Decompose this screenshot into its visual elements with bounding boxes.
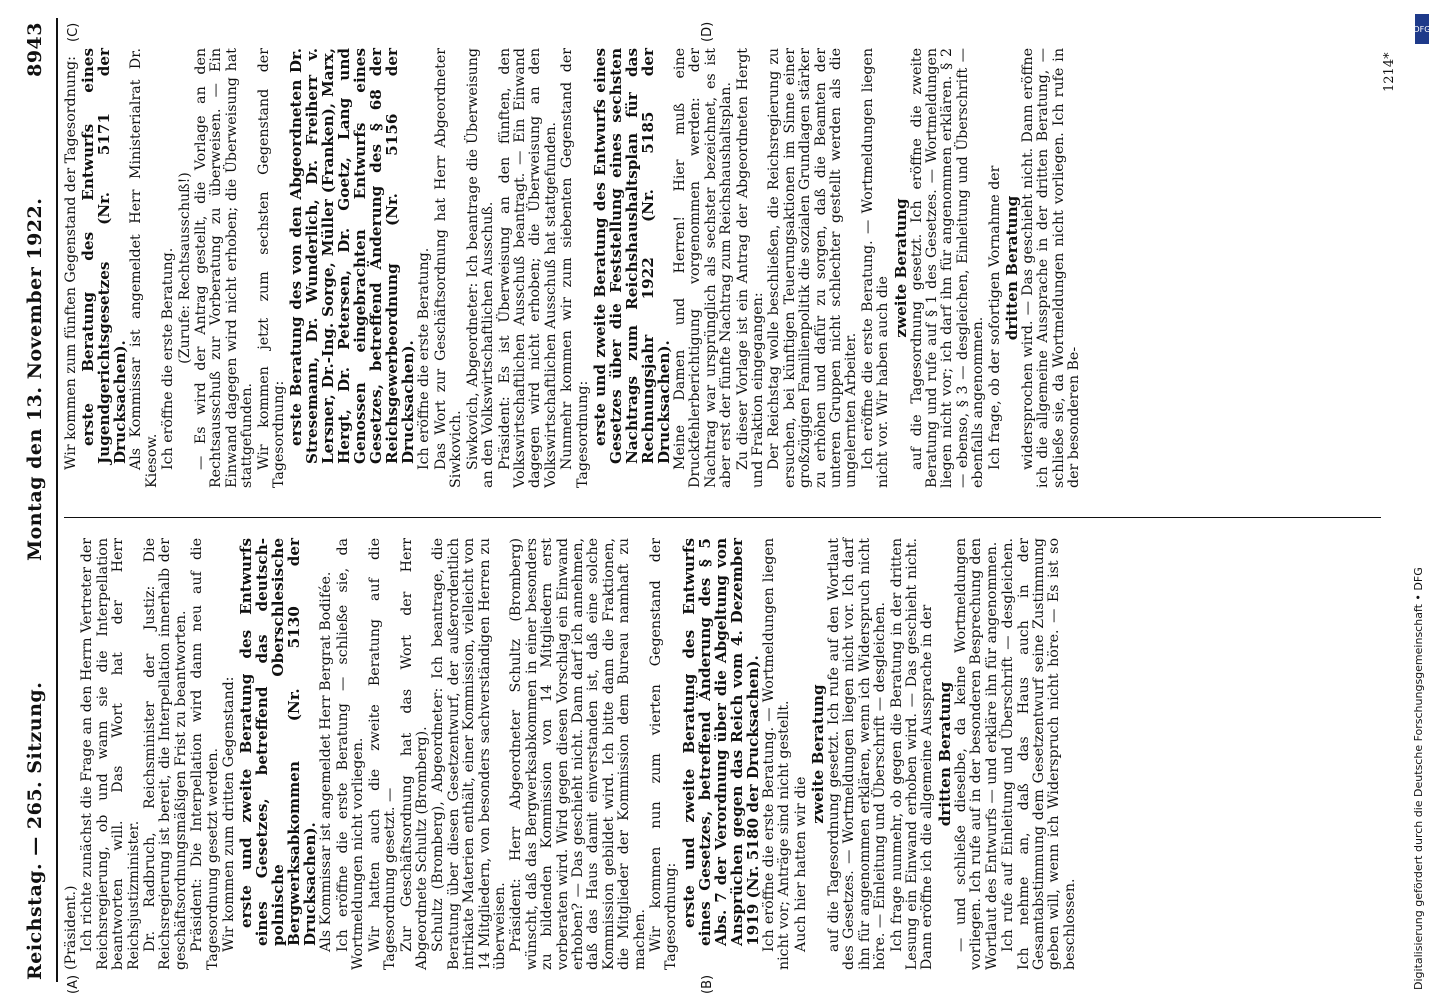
paragraph: — Es wird der Antrag gestellt, die Vorlage an den Rechtsausschuß zur Vorberatung zu überweisen. — Ein Einwand dagegen wird nicht erhoben; die Überweisung hat stattgefunden. xyxy=(193,48,256,488)
right-column xyxy=(64,48,1370,488)
paragraph: erste Beratung des Entwurfs eines Jugendgerichtsgesetzes (Nr. 5171 der Drucksachen). xyxy=(79,48,130,464)
footer-mark: 1214* xyxy=(1382,52,1397,92)
paragraph: Zur Geschäftsordnung hat das Wort der Herr Abgeordnete Schultz (Bromberg). xyxy=(398,538,430,970)
paragraph: Ich richte zunächst die Frage an den Herrn Vertreter der Reichsregierung, ob und wann sie die Interpellation beantworten will. Das Wort hat der Herr Reichsjustizminister. xyxy=(79,538,142,970)
paragraph: (Präsident.) xyxy=(63,885,79,970)
margin-mark-d: (D) xyxy=(700,21,715,42)
paragraph: Präsident: Es ist Überweisung an den fünften, den Volkswirtschaftlichen Ausschuß beantragt. — Ein Einwand dagegen wird nicht erhoben; die Überweisung an den Volkswirtschaftlichen Ausschuß hat stattgefunden. xyxy=(496,48,559,488)
page-header xyxy=(18,22,52,980)
margin-mark-b: (B) xyxy=(700,974,715,994)
paragraph: Ich rufe auf Einleitung und Überschrift — desgleichen. Ich nehme an, daß das Haus auch in der Gesamtabstimmung dem Gesetzentwurf seine Zustimmung geben will, wenn ich Widerspruch nicht höre. — Es ist so beschlossen. xyxy=(1000,538,1078,970)
paragraph: Ich eröffne die erste Beratung. xyxy=(160,247,177,470)
paragraph: Der Reichstag wolle beschließen, die Reichsregierung zu ersuchen, bei künftigen Teuerungsaktionen im Sinne einer großzügigen Familienpolitik die sozialen Grundlagen stärker zu erhöhen und dafür zu sorgen, daß die Beamten der unteren Gruppen nicht schlechter gestellt werden als die ungelernten Arbeiter. xyxy=(766,48,860,488)
dfg-logo-icon: DFG xyxy=(1415,14,1429,44)
paragraph: Ich frage, ob der sofortigen Vornahme der xyxy=(986,165,1003,470)
paragraph: erste Beratung des von den Abgeordneten Dr. Stresemann, Dr. Wunderlich, Dr. Freiherr v. Lersner, Dr.-Ing. Sorge, Müller (Franken), Marx, Hergt, Dr. Petersen, Dr. Goetz, Lang und Genossen eingebrachten Entwurfs eines Gesetzes, betreffend Änderung des § 68 der Reichsgewerbeordnung (Nr. 5156 der Drucksachen). xyxy=(287,48,418,464)
paragraph: erste und zweite Beratung des Entwurfs eines Gesetzes, betreffend Änderung des § 5 Abs. 7 der Verordnung über die Abgeltung von Ansprüchen gegen das Reich vom 4. Dezember 1919 (Nr. 5180 der Drucksachen). xyxy=(679,538,762,946)
credit-text-wrap xyxy=(1412,50,1432,990)
paragraph: Wir kommen zum dritten Gegenstand: xyxy=(221,676,238,952)
paragraph: zweite Beratung xyxy=(891,198,910,338)
paragraph: widersprochen wird. — Das geschieht nicht. Dann eröffne ich die allgemeine Aussprache in der dritten Beratung, — schließe sie, da Wortmeldungen nicht vorliegen. Ich rufe in der besonderen Be- xyxy=(1020,48,1083,488)
paragraph: Wir kommen zum fünften Gegenstand der Tagesordnung: xyxy=(63,56,79,470)
paragraph: Wir hatten auch die zweite Beratung auf die Tagesordnung gesetzt. — xyxy=(366,538,399,970)
credit-text: Digitalisierung gefördert durch die Deutsche Forschungsgemeinschaft • DFG xyxy=(1412,567,1425,990)
paragraph: Ich eröffne die erste Beratung — schließe sie, da Wortmeldungen nicht vorliegen. xyxy=(334,538,367,970)
paragraph: erste und zweite Beratung des Entwurfs eines Gesetzes über die Feststellung eines sechsten Nachtrags zum Reichshaushaltsplan für das Rechnungsjahr 1922 (Nr. 5185 der Drucksachen). xyxy=(590,48,673,464)
paragraph: (Zurufe: Rechtsausschuß!) xyxy=(176,172,193,364)
paragraph: Präsident: Die Interpellation wird dann neu auf die Tagesordnung gesetzt werden. xyxy=(189,538,221,970)
header-center: Montag den 13. November 1922. xyxy=(24,197,46,561)
paragraph: auf die Tagesordnung gesetzt. Ich rufe auf den Wortlaut des Gesetzes. — Wortmeldungen liegen nicht vor. Ich darf ihn für angenommen erklären, wenn ich Widerspruch nicht höre. — Einleitung und Überschrift — desgleichen. xyxy=(826,538,889,970)
header-left: Reichstag. — 265. Sitzung. xyxy=(24,681,46,980)
paragraph: Als Kommissar ist angemeldet Herr Bergrat Bodifée. xyxy=(318,571,335,952)
left-column xyxy=(64,538,1370,970)
paragraph: Ich frage nunmehr, ob gegen die Beratung in der dritten Lesung ein Einwand erhoben wird. — Das geschieht nicht. Dann eröffne ich die allgemeine Aussprache in der xyxy=(888,538,936,970)
page-number: 8943 xyxy=(24,22,46,77)
paragraph: Ich eröffne die erste Beratung. — Wortmeldungen liegen nicht vor; Anträge sind nicht gestellt. xyxy=(760,538,793,970)
paragraph: Auch hier hatten wir die xyxy=(792,776,809,952)
paragraph: Das Wort zur Geschäftsordnung hat Herr Abgeordneter Siwkovich. xyxy=(432,48,465,488)
column-divider xyxy=(64,517,1381,518)
paragraph: Ich eröffne die erste Beratung. xyxy=(416,247,433,470)
paragraph: Wir kommen jetzt zum sechsten Gegenstand der Tagesordnung: xyxy=(255,48,288,488)
paragraph: auf die Tagesordnung gesetzt. Ich eröffne die zweite Beratung und rufe auf § 1 des Gesetzes. — Wortmeldungen liegen nicht vor; ich darf ihn für angenommen erklären. § 2 — ebenso, § 3 — desgleichen, Einleitung und Überschrift — ebenfalls angenommen. xyxy=(908,48,987,488)
margin-mark-c: (C) xyxy=(66,22,81,42)
paragraph: Siwkovich, Abgeordneter: Ich beantrage die Überweisung an den Volkswirtschaftlichen Ausschuß. xyxy=(464,48,497,488)
margin-mark-a: (A) xyxy=(66,974,81,994)
paragraph: Nunmehr kommen wir zum siebenten Gegenstand der Tagesordnung: xyxy=(559,48,591,488)
paragraph: Schultz (Bromberg), Abgeordneter: Ich beantrage, die Beratung über diesen Gesetzentwurf, der außerordentlich intrikate Materien enthält, einer Kommission, vielleicht von 14 Mitgliedern, von besonders sachverständigen Herren zu überweisen. xyxy=(430,538,508,970)
paragraph: Wir kommen nun zum vierten Gegenstand der Tagesordnung: xyxy=(648,538,680,970)
paragraph: dritten Beratung xyxy=(935,681,954,827)
paragraph: Ich eröffne die erste Beratung. — Wortmeldungen liegen nicht vor. Wir haben auch die xyxy=(859,48,892,488)
paragraph: Als Kommissar ist angemeldet Herr Ministerialrat Dr. Kiesow. xyxy=(128,48,160,488)
paragraph: erste und zweite Beratung des Entwurfs eines Gesetzes, betreffend das deutsch-polnische Oberschlesische Bergwerksabkommen (Nr. 5130 der Drucksachen). xyxy=(237,538,320,946)
paragraph: — und schließe dieselbe, da keine Wortmeldungen vorliegen. Ich rufe auf in der besonderen Besprechung den Wortlaut des Entwurfs — und erkläre ihn für angenommen. xyxy=(952,538,1000,970)
credit-strip xyxy=(1412,10,1432,990)
paragraph: Meine Damen und Herren! Hier muß eine Druckfehlerberichtigung vorgenommen werden: der Nachtrag war ursprünglich als sechster bezeichnet, es ist aber erst der fünfte Nachtrag zum Reichshaushaltsplan. xyxy=(671,48,735,488)
paragraph: dritten Beratung xyxy=(1003,195,1022,341)
paragraph: zweite Beratung xyxy=(809,684,828,824)
paragraph: Zu dieser Vorlage ist ein Antrag der Abgeordneten Hergt und Fraktion eingegangen: xyxy=(734,48,766,488)
paragraph: Präsident: Herr Abgeordneter Schultz (Bromberg) wünscht, daß das Bergwerksabkommen in einer besonders zu bildenden Kommission von 14 Mitgliedern erst vorberaten wird. Wird gegen diesen Vorschlag ein Einwand erhoben? — Das geschieht nicht. Dann darf ich annehmen, daß das Haus damit einverstanden ist, daß eine solche Kommission gebildet wird. Ich bitte dann die Fraktionen, die Mitglieder der Kommission dem Bureau namhaft zu machen. xyxy=(508,538,648,970)
paragraph: Dr. Radbruch, Reichsminister der Justiz: Die Reichsregierung ist bereit, die Interpellation innerhalb der geschäftsordnungsmäßigen Frist zu beantworten. xyxy=(142,538,189,970)
header-rule xyxy=(56,18,58,982)
